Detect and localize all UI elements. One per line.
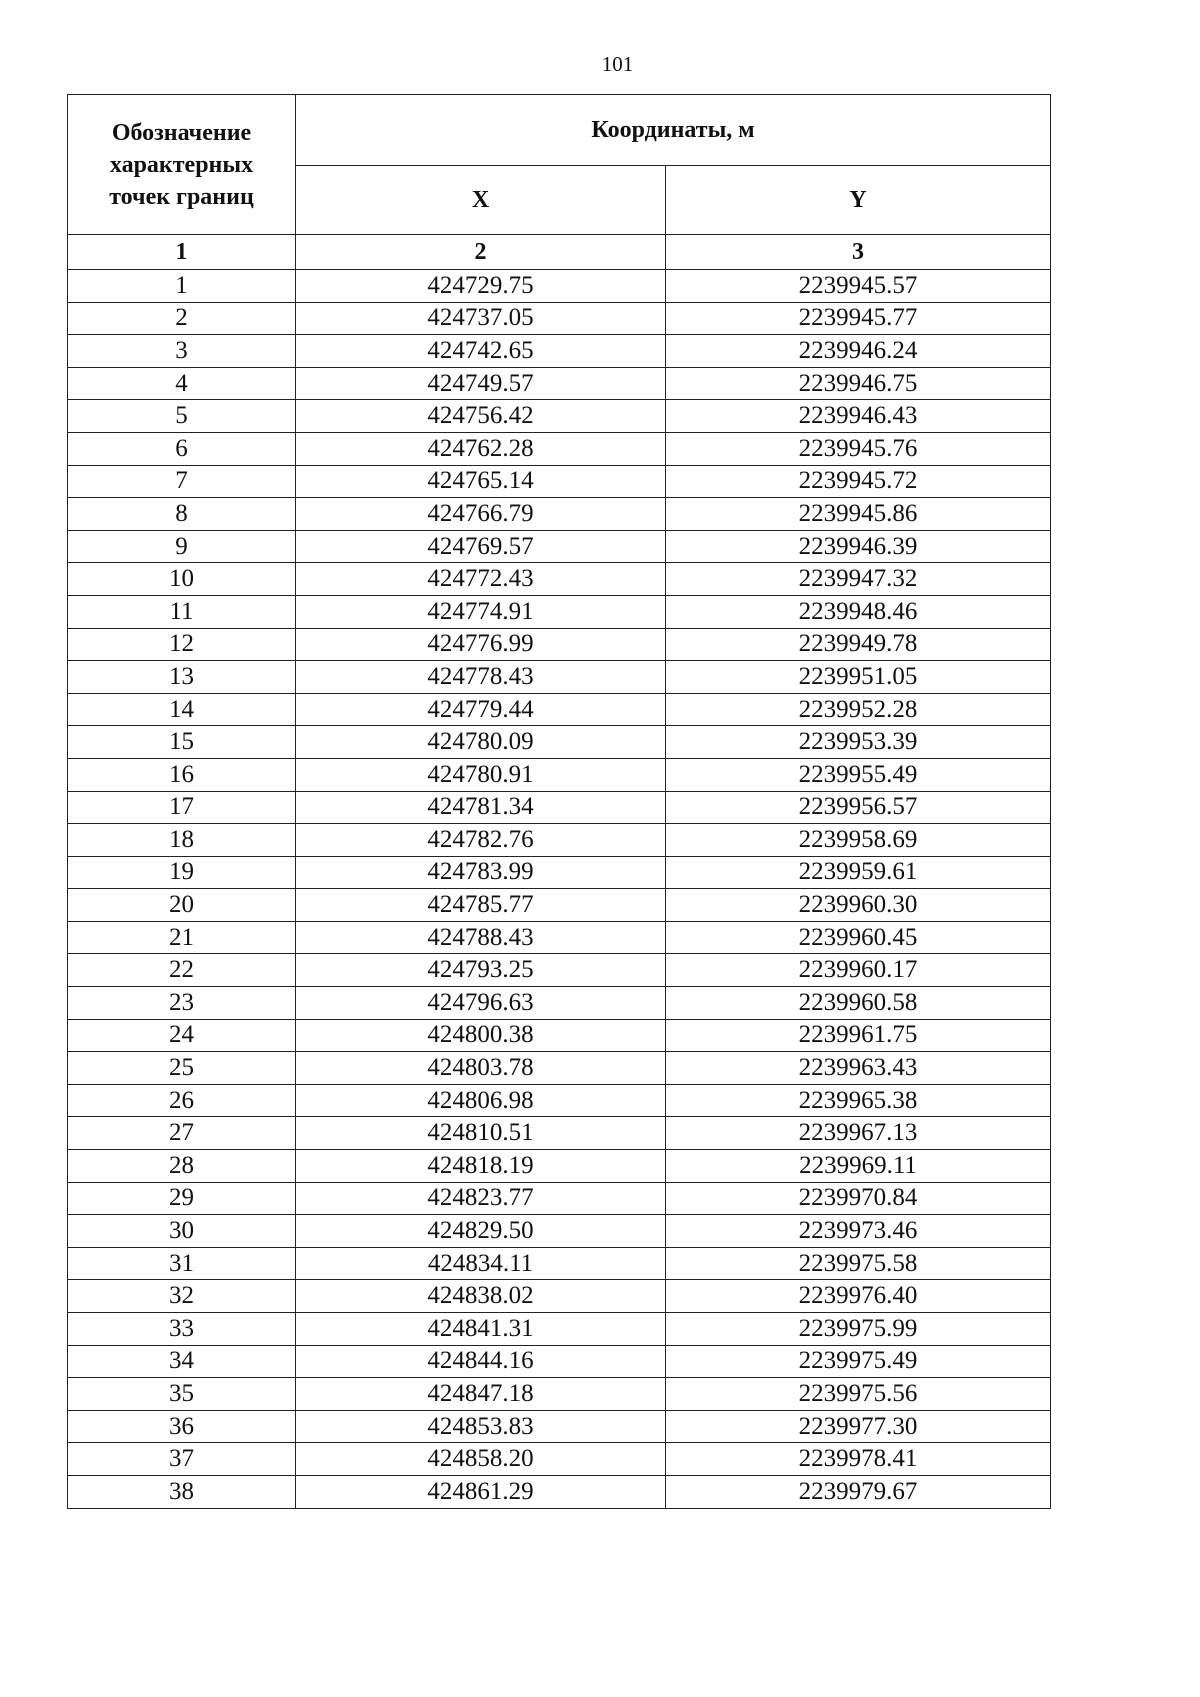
- x-coordinate-cell: 424800.38: [296, 1019, 666, 1052]
- table-row: [68, 726, 1051, 759]
- header-designation: [68, 95, 296, 235]
- point-number-cell: 6: [68, 432, 296, 465]
- x-coordinate-cell: 424841.31: [296, 1313, 666, 1346]
- x-coordinate-cell: 424838.02: [296, 1280, 666, 1313]
- table-row: [68, 921, 1051, 954]
- column-number-2: 2: [296, 235, 666, 270]
- x-coordinate-cell: 424737.05: [296, 302, 666, 335]
- y-coordinate-cell: 2239945.76: [666, 432, 1051, 465]
- table-row: [68, 987, 1051, 1020]
- y-coordinate-cell: 2239969.11: [666, 1150, 1051, 1183]
- y-coordinate-cell: 2239946.75: [666, 367, 1051, 400]
- y-coordinate-cell: 2239946.24: [666, 335, 1051, 368]
- table-row: [68, 498, 1051, 531]
- column-number-1: 1: [68, 235, 296, 270]
- point-number-cell: 27: [68, 1117, 296, 1150]
- y-coordinate-cell: 2239958.69: [666, 824, 1051, 857]
- point-number-cell: 21: [68, 921, 296, 954]
- table-row: [68, 1443, 1051, 1476]
- x-coordinate-cell: 424769.57: [296, 530, 666, 563]
- x-coordinate-cell: 424776.99: [296, 628, 666, 661]
- point-number-cell: 36: [68, 1410, 296, 1443]
- header-y: Y: [666, 166, 1051, 235]
- x-coordinate-cell: 424810.51: [296, 1117, 666, 1150]
- table-row: [68, 465, 1051, 498]
- table-row: [68, 432, 1051, 465]
- y-coordinate-cell: 2239975.99: [666, 1313, 1051, 1346]
- x-coordinate-cell: 424858.20: [296, 1443, 666, 1476]
- table-row: [68, 661, 1051, 694]
- table-row: [68, 1215, 1051, 1248]
- y-coordinate-cell: 2239977.30: [666, 1410, 1051, 1443]
- table-row: [68, 1247, 1051, 1280]
- y-coordinate-cell: 2239945.77: [666, 302, 1051, 335]
- header-x: X: [296, 166, 666, 235]
- point-number-cell: 19: [68, 856, 296, 889]
- x-coordinate-cell: 424742.65: [296, 335, 666, 368]
- y-coordinate-cell: 2239963.43: [666, 1052, 1051, 1085]
- header-coordinates: Координаты, м: [296, 95, 1051, 166]
- point-number-cell: 3: [68, 335, 296, 368]
- table-row: [68, 563, 1051, 596]
- table-row: [68, 1378, 1051, 1411]
- table-body: [68, 270, 1051, 1509]
- x-coordinate-cell: 424780.91: [296, 758, 666, 791]
- table-row: [68, 1150, 1051, 1183]
- x-coordinate-cell: 424803.78: [296, 1052, 666, 1085]
- table-row: [68, 1052, 1051, 1085]
- point-number-cell: 20: [68, 889, 296, 922]
- point-number-cell: 33: [68, 1313, 296, 1346]
- y-coordinate-cell: 2239956.57: [666, 791, 1051, 824]
- point-number-cell: 23: [68, 987, 296, 1020]
- y-coordinate-cell: 2239978.41: [666, 1443, 1051, 1476]
- x-coordinate-cell: 424844.16: [296, 1345, 666, 1378]
- y-coordinate-cell: 2239951.05: [666, 661, 1051, 694]
- table-row: [68, 628, 1051, 661]
- x-coordinate-cell: 424780.09: [296, 726, 666, 759]
- y-coordinate-cell: 2239976.40: [666, 1280, 1051, 1313]
- y-coordinate-cell: 2239949.78: [666, 628, 1051, 661]
- table-row: [68, 1019, 1051, 1052]
- table-row: [68, 400, 1051, 433]
- point-number-cell: 10: [68, 563, 296, 596]
- x-coordinate-cell: 424756.42: [296, 400, 666, 433]
- x-coordinate-cell: 424749.57: [296, 367, 666, 400]
- y-coordinate-cell: 2239970.84: [666, 1182, 1051, 1215]
- column-number-3: 3: [666, 235, 1051, 270]
- point-number-cell: 25: [68, 1052, 296, 1085]
- point-number-cell: 22: [68, 954, 296, 987]
- x-coordinate-cell: 424765.14: [296, 465, 666, 498]
- x-coordinate-cell: 424781.34: [296, 791, 666, 824]
- x-coordinate-cell: 424806.98: [296, 1084, 666, 1117]
- point-number-cell: 5: [68, 400, 296, 433]
- x-coordinate-cell: 424782.76: [296, 824, 666, 857]
- point-number-cell: 9: [68, 530, 296, 563]
- page-number: 101: [601, 52, 634, 76]
- x-coordinate-cell: 424783.99: [296, 856, 666, 889]
- x-coordinate-cell: 424779.44: [296, 693, 666, 726]
- table-row: [68, 856, 1051, 889]
- x-coordinate-cell: 424774.91: [296, 595, 666, 628]
- point-number-cell: 1: [68, 270, 296, 303]
- y-coordinate-cell: 2239953.39: [666, 726, 1051, 759]
- table-row: [68, 335, 1051, 368]
- x-coordinate-cell: 424788.43: [296, 921, 666, 954]
- y-coordinate-cell: 2239945.72: [666, 465, 1051, 498]
- y-coordinate-cell: 2239961.75: [666, 1019, 1051, 1052]
- y-coordinate-cell: 2239945.57: [666, 270, 1051, 303]
- table-row: [68, 824, 1051, 857]
- point-number-cell: 28: [68, 1150, 296, 1183]
- point-number-cell: 37: [68, 1443, 296, 1476]
- table-row: [68, 1084, 1051, 1117]
- y-coordinate-cell: 2239975.49: [666, 1345, 1051, 1378]
- table-row: [68, 889, 1051, 922]
- x-coordinate-cell: 424785.77: [296, 889, 666, 922]
- y-coordinate-cell: 2239979.67: [666, 1475, 1051, 1508]
- x-coordinate-cell: 424818.19: [296, 1150, 666, 1183]
- y-coordinate-cell: 2239959.61: [666, 856, 1051, 889]
- point-number-cell: 17: [68, 791, 296, 824]
- y-coordinate-cell: 2239960.45: [666, 921, 1051, 954]
- y-coordinate-cell: 2239967.13: [666, 1117, 1051, 1150]
- y-coordinate-cell: 2239946.39: [666, 530, 1051, 563]
- point-number-cell: 38: [68, 1475, 296, 1508]
- point-number-cell: 11: [68, 595, 296, 628]
- table-row: [68, 1345, 1051, 1378]
- x-coordinate-cell: 424834.11: [296, 1247, 666, 1280]
- table-row: [68, 1313, 1051, 1346]
- y-coordinate-cell: 2239960.30: [666, 889, 1051, 922]
- y-coordinate-cell: 2239975.58: [666, 1247, 1051, 1280]
- table-row: [68, 367, 1051, 400]
- y-coordinate-cell: 2239960.17: [666, 954, 1051, 987]
- point-number-cell: 13: [68, 661, 296, 694]
- table-row: [68, 1117, 1051, 1150]
- y-coordinate-cell: 2239973.46: [666, 1215, 1051, 1248]
- x-coordinate-cell: 424762.28: [296, 432, 666, 465]
- y-coordinate-cell: 2239965.38: [666, 1084, 1051, 1117]
- table-row: [68, 758, 1051, 791]
- x-coordinate-cell: 424778.43: [296, 661, 666, 694]
- point-number-cell: 14: [68, 693, 296, 726]
- header-designation-line-3: точек границ: [109, 183, 254, 210]
- table-row: [68, 595, 1051, 628]
- x-coordinate-cell: 424861.29: [296, 1475, 666, 1508]
- y-coordinate-cell: 2239947.32: [666, 563, 1051, 596]
- y-coordinate-cell: 2239945.86: [666, 498, 1051, 531]
- y-coordinate-cell: 2239960.58: [666, 987, 1051, 1020]
- table-row: [68, 1410, 1051, 1443]
- x-coordinate-cell: 424853.83: [296, 1410, 666, 1443]
- point-number-cell: 32: [68, 1280, 296, 1313]
- header-designation-line-1: Обозначение: [111, 119, 252, 146]
- x-coordinate-cell: 424796.63: [296, 987, 666, 1020]
- point-number-cell: 35: [68, 1378, 296, 1411]
- x-coordinate-cell: 424823.77: [296, 1182, 666, 1215]
- x-coordinate-cell: 424829.50: [296, 1215, 666, 1248]
- point-number-cell: 4: [68, 367, 296, 400]
- point-number-cell: 31: [68, 1247, 296, 1280]
- table-row: [68, 791, 1051, 824]
- point-number-cell: 24: [68, 1019, 296, 1052]
- y-coordinate-cell: 2239955.49: [666, 758, 1051, 791]
- point-number-cell: 15: [68, 726, 296, 759]
- y-coordinate-cell: 2239946.43: [666, 400, 1051, 433]
- point-number-cell: 26: [68, 1084, 296, 1117]
- x-coordinate-cell: 424793.25: [296, 954, 666, 987]
- point-number-cell: 18: [68, 824, 296, 857]
- table-row: [68, 693, 1051, 726]
- y-coordinate-cell: 2239952.28: [666, 693, 1051, 726]
- point-number-cell: 16: [68, 758, 296, 791]
- point-number-cell: 34: [68, 1345, 296, 1378]
- x-coordinate-cell: 424847.18: [296, 1378, 666, 1411]
- point-number-cell: 8: [68, 498, 296, 531]
- x-coordinate-cell: 424729.75: [296, 270, 666, 303]
- header-designation-line-2: характерных: [109, 151, 254, 178]
- table-row: [68, 1182, 1051, 1215]
- point-number-cell: 30: [68, 1215, 296, 1248]
- x-coordinate-cell: 424772.43: [296, 563, 666, 596]
- point-number-cell: 7: [68, 465, 296, 498]
- y-coordinate-cell: 2239948.46: [666, 595, 1051, 628]
- y-coordinate-cell: 2239975.56: [666, 1378, 1051, 1411]
- coordinates-table: [67, 94, 1051, 1509]
- table-row: [68, 1475, 1051, 1508]
- point-number-cell: 29: [68, 1182, 296, 1215]
- point-number-cell: 12: [68, 628, 296, 661]
- table-row: [68, 302, 1051, 335]
- table-row: [68, 1280, 1051, 1313]
- point-number-cell: 2: [68, 302, 296, 335]
- table-row: [68, 954, 1051, 987]
- table-row: [68, 270, 1051, 303]
- x-coordinate-cell: 424766.79: [296, 498, 666, 531]
- table-row: [68, 530, 1051, 563]
